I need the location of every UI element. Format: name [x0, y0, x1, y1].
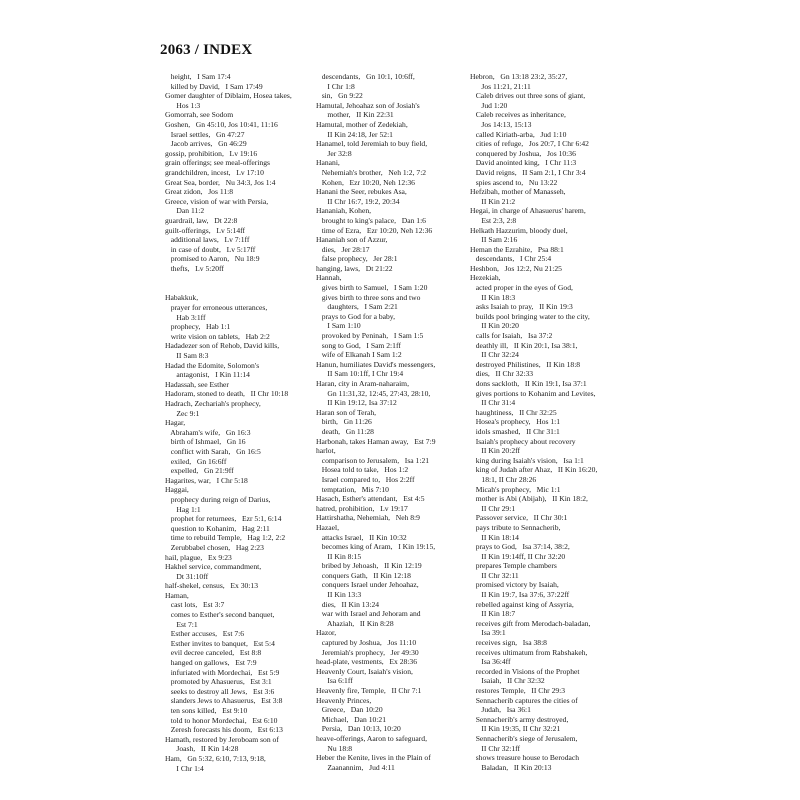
index-entry: Nehemiah's brother, Neh 1:2, 7:2 [316, 167, 427, 177]
index-column-1 [165, 72, 315, 773]
index-entry: head-plate, vestments, Ex 28:36 [316, 657, 418, 667]
index-entry: prays to God, Isa 37:14, 38:2, [470, 542, 570, 552]
index-entry: Esther accuses, Est 7:6 [165, 629, 245, 639]
index-entry: II Chr 31:4 [470, 398, 516, 408]
index-entry: height, I Sam 17:4 [165, 72, 231, 81]
index-entry: seeks to destroy all Jews, Est 3:6 [165, 686, 275, 696]
index-entry: hail, plague, Ex 9:23 [165, 552, 232, 562]
index-entry: Zaanannim, Jud 4:11 [316, 762, 395, 772]
index-entry: time to rebuild Temple, Hag 1:2, 2:2 [165, 533, 286, 543]
index-entry: prophecy, Hab 1:1 [165, 322, 231, 332]
index-entry: conquers Israel under Jehoahaz, [316, 580, 419, 590]
index-entry: 18:1, II Chr 28:26 [470, 474, 537, 484]
index-entry: Hadadezer son of Rehob, David kills, [165, 341, 280, 351]
index-entry: II Chr 32:24 [470, 350, 519, 360]
index-entry: Kohen, Ezr 10:20, Neh 12:36 [316, 177, 415, 187]
index-entry: comparison to Jerusalem, Isa 1:21 [316, 455, 430, 465]
index-entry: bribed by Jehoash, II Kin 12:19 [316, 561, 422, 571]
index-entry: Heavenly Princes, [316, 695, 372, 705]
index-entry: song to God, I Sam 2:1ff [316, 340, 401, 350]
index-entry: restores Temple, II Chr 29:3 [470, 686, 566, 695]
index-entry: slanders Jews to Ahasuerus, Est 3:8 [165, 696, 283, 706]
index-entry: Dt 31:10ff [165, 571, 209, 581]
index-entry: Esther invites to banquet, Est 5:4 [165, 638, 275, 648]
index-entry: war with Israel and Jehoram and [316, 609, 421, 619]
index-entry: Goshen, Gn 45:10, Jos 10:41, 11:16 [165, 119, 278, 129]
index-entry: Hagar, [165, 418, 186, 428]
index-entry: Michael, Dan 10:21 [316, 714, 387, 724]
index-entry: guardrail, law, Dt 22:8 [165, 215, 238, 225]
index-entry: Jos 14:13, 15:13 [470, 119, 532, 129]
index-entry: prophet for returnees, Ezr 5:1, 6:14 [165, 514, 282, 524]
index-entry: Zeresh forecasts his doom, Est 6:13 [165, 725, 283, 735]
index-entry: Hananiah, Kohen, [316, 206, 372, 216]
index-entry: Hanamel, told Jeremiah to buy field, [316, 139, 428, 149]
index-entry: Habakkuk, [165, 293, 199, 303]
index-entry: Judah, Isa 36:1 [470, 705, 531, 715]
index-entry: Persia, Dan 10:13, 10:20 [316, 724, 401, 734]
index-entry: prayer for erroneous utterances, [165, 303, 268, 313]
index-entry: daughters, I Sam 2:21 [316, 302, 398, 312]
index-entry: Hazael, [316, 522, 339, 532]
index-entry: deathly ill, II Kin 20:1, Isa 38:1, [470, 340, 578, 350]
index-entry: Hegai, in charge of Ahasuerus' harem, [470, 206, 586, 216]
index-entry: prepares Temple chambers [470, 561, 557, 571]
index-entry: II Kin 24:18, Jer 52:1 [316, 129, 393, 139]
index-entry: Ham, Gn 5:32, 6:10, 7:13, 9:18, [165, 753, 266, 763]
index-entry: Passover service, II Chr 30:1 [470, 513, 568, 523]
index-entry: gives birth to Samuel, I Sam 1:20 [316, 283, 428, 293]
index-entry: grandchildren, incest, Lv 17:10 [165, 167, 264, 177]
index-entry: II Sam 8:3 [165, 351, 209, 361]
index-entry: Heavenly fire, Temple, II Chr 7:1 [316, 686, 422, 695]
index-entry: conquers Gath, II Kin 12:18 [316, 570, 411, 580]
index-entry: Isa 39:1 [470, 628, 506, 638]
index-entry: Hadrach, Zechariah's prophecy, [165, 399, 261, 408]
index-entry: Nu 18:8 [316, 743, 353, 753]
index-entry: grain offerings; see meal-offerings [165, 158, 270, 168]
index-entry: Haman, [165, 590, 189, 600]
index-entry: Hefzibah, mother of Manasseh, [470, 187, 566, 197]
index-entry: time of Ezra, Ezr 10:20, Neh 12:36 [316, 225, 433, 235]
index-entry: Heavenly Court, Isaiah's vision, [316, 666, 413, 676]
index-entry: II Chr 29:1 [470, 503, 516, 513]
index-entry: Israel settles, Gn 47:27 [165, 129, 245, 139]
index-column-3 [470, 72, 620, 772]
index-entry: dies, II Chr 32:33 [470, 369, 534, 379]
index-entry: II Chr 32:1ff [470, 743, 521, 753]
index-entry: Caleb drives out three sons of giant, [470, 91, 586, 101]
index-entry: Baladan, II Kin 20:13 [470, 762, 552, 772]
index-entry: Hadoram, stoned to death, II Chr 10:18 [165, 389, 289, 399]
index-entry: write vision on tablets, Hab 2:2 [165, 331, 270, 341]
index-entry: I Chr 1:8 [316, 81, 355, 91]
index-entry: additional laws, Lv 7:1ff [165, 235, 250, 245]
index-entry: II Sam 10:1ff, I Chr 19:4 [316, 369, 404, 379]
index-entry: Hasach, Esther's attendant, Est 4:5 [316, 494, 425, 504]
index-entry: Isaiah, II Chr 32:32 [470, 676, 545, 686]
index-entry: king of Judah after Ahaz, II Kin 16:20, [470, 465, 598, 475]
index-entry: Dan 11:2 [165, 206, 205, 216]
index-column-2 [316, 72, 466, 772]
index-entry: wife of Elkanah I Sam 1:2 [316, 350, 402, 360]
index-entry: II Kin 19:14ff, II Chr 32:20 [470, 551, 566, 561]
index-entry: birth of Ishmael, Gn 16 [165, 437, 246, 447]
index-entry: Sennacherib captures the cities of [470, 695, 578, 705]
index-entry: Haggai, [165, 485, 189, 495]
index-entry: dies, Jer 28:17 [316, 244, 370, 254]
index-entry: Sennacherib's siege of Jerusalem, [470, 733, 578, 743]
index-entry: Gomorrah, see Sodom [165, 110, 234, 120]
index-entry: Joash, II Kin 14:28 [165, 744, 239, 754]
index-entry: Hezekiah, [470, 273, 501, 283]
index-entry: ten sons killed, Est 9:10 [165, 706, 248, 715]
index-entry: I Chr 1:4 [165, 763, 204, 773]
index-entry: Harbonah, takes Haman away, Est 7:9 [316, 436, 436, 446]
index-entry: Great zidon, Jos 11:8 [165, 187, 234, 197]
index-entry: dies, II Kin 13:24 [316, 599, 380, 609]
index-entry: prophecy during reign of Darius, [165, 494, 271, 504]
index-entry: Jer 32:8 [316, 148, 352, 158]
index-entry: haughtiness, II Chr 32:25 [470, 407, 557, 417]
index-entry: II Kin 21:2 [470, 196, 516, 206]
index-entry: Gn 11:31,32, 12:45, 27:43, 28:10, [316, 388, 431, 398]
index-entry: Hanani, [316, 158, 340, 168]
index-entry: Helkath Hazzurim, bloody duel, [470, 225, 568, 235]
index-entry: builds pool bringing water to the city, [470, 311, 590, 321]
index-entry: told to honor Mordechai, Est 6:10 [165, 715, 278, 725]
index-entry: Hanani the Seer, rebukes Asa, [316, 187, 407, 197]
index-entry: promised victory by Isaiah, [470, 580, 559, 590]
index-entry: comes to Esther's second banquet, [165, 610, 275, 620]
index-entry: gives portions to Kohanim and Levites, [470, 388, 596, 398]
index-entry: false prophecy, Jer 28:1 [316, 254, 398, 264]
index-entry: thefts, Lv 5:20ff [165, 263, 224, 273]
index-entry: Great Sea, border, Nu 34:3, Jos 1:4 [165, 177, 276, 187]
index-entry: Est 2:3, 2:8 [470, 215, 517, 225]
index-entry: Hebron, Gn 13:18 23:2, 35:27, [470, 72, 568, 81]
index-entry: idols smashed, II Chr 31:1 [470, 426, 560, 436]
index-entry: calls for Isaiah, Isa 37:2 [470, 331, 553, 341]
index-entry: Hag 1:1 [165, 504, 201, 514]
index-entry: in case of doubt, Lv 5:17ff [165, 244, 256, 254]
index-entry: descendants, I Chr 25:4 [470, 254, 552, 264]
index-entry: Hosea told to take, Hos 1:2 [316, 465, 409, 475]
index-entry: II Sam 2:16 [470, 235, 518, 245]
index-entry: Hannah, [316, 273, 342, 283]
index-entry: destroyed Philistines, II Kin 18:8 [470, 359, 581, 369]
index-entry: Isa 36:4ff [470, 657, 511, 667]
index-entry: Hazor, [316, 628, 337, 638]
index-entry: Jud 1:20 [470, 100, 508, 110]
index-entry: Hosea's prophecy, Hos 1:1 [470, 417, 561, 427]
index-entry: II Chr 32:11 [470, 570, 519, 580]
index-entry: sin, Gn 9:22 [316, 91, 363, 101]
index-entry: Sennacherib's army destroyed, [470, 714, 569, 724]
index-entry: promised to Aaron, Nu 18:9 [165, 254, 260, 264]
index-entry: hanging, laws, Dt 21:22 [316, 263, 393, 273]
index-entry: attacks Israel, II Kin 10:32 [316, 532, 407, 542]
index-entry: conquered by Joshua, Jos 10:36 [470, 148, 576, 158]
index-entry: Hamutal, Jehoahaz son of Josiah's [316, 100, 420, 110]
index-entry: Abraham's wife, Gn 16:3 [165, 427, 251, 437]
index-entry: Greece, vision of war with Persia, [165, 196, 269, 206]
index-entry: mother, II Kin 22:31 [316, 110, 394, 120]
index-entry: descendants, Gn 10:1, 10:6ff, [316, 72, 415, 81]
index-entry: Hamath, restored by Jeroboam son of [165, 734, 279, 744]
index-entry: asks Isaiah to pray, II Kin 19:3 [470, 302, 573, 312]
index-entry: Hab 3:1ff [165, 312, 206, 322]
index-entry: Hamutal, mother of Zedekiah, [316, 119, 408, 129]
index-entry: Heman the Ezrahite, Psa 88:1 [470, 244, 564, 254]
index-entry: cast lots, Est 3:7 [165, 600, 225, 610]
index-entry: recorded in Visions of the Prophet [470, 666, 580, 676]
index-entry: I Sam 1:10 [316, 321, 361, 331]
index-entry: king during Isaiah's vision, Isa 1:1 [470, 455, 584, 465]
index-entry: Zerubbabel chosen, Hag 2:23 [165, 542, 264, 552]
index-entry: half-shekel, census, Ex 30:13 [165, 581, 259, 591]
index-entry: Hadassah, see Esther [165, 379, 229, 389]
index-entry: Gomer daughter of Diblaim, Hosea takes, [165, 91, 292, 101]
index-entry: cities of refuge, Jos 20:7, I Chr 6:42 [470, 139, 589, 149]
index-entry: Ahaziah, II Kin 8:28 [316, 618, 394, 628]
index-entry: Hananiah son of Azzur, [316, 235, 388, 245]
index-entry: II Kin 20:20 [470, 321, 519, 331]
index-entry: II Kin 19:35, II Chr 32:21 [470, 724, 561, 734]
index-entry: heave-offerings, Aaron to safeguard, [316, 733, 427, 743]
index-entry: II Kin 18:14 [470, 532, 519, 542]
index-entry: Jacob arrives, Gn 46:29 [165, 139, 247, 149]
index-entry: Israel compared to, Hos 2:2ff [316, 474, 415, 484]
index-entry: hanged on gallows, Est 7:9 [165, 658, 257, 668]
index-entry: spies ascend to, Nu 13:22 [470, 177, 558, 187]
index-entry: dons sackloth, II Kin 19:1, Isa 37:1 [470, 379, 587, 388]
index-entry: infuriated with Mordechai, Est 5:9 [165, 667, 280, 677]
index-entry: II Chr 16:7, 19:2, 20:34 [316, 196, 400, 206]
index-entry: birth, Gn 11:26 [316, 417, 372, 427]
index-entry: conflict with Sarah, Gn 16:5 [165, 446, 261, 456]
index-entry: Jeremiah's prophecy, Jer 49:30 [316, 647, 419, 657]
index-entry: Hanun, humiliates David's messengers, [316, 359, 436, 369]
index-entry: brought to king's palace, Dan 1:6 [316, 215, 426, 225]
index-entry: Est 7:1 [165, 619, 198, 629]
index-entry: antagonist, I Kin 11:14 [165, 370, 250, 380]
index-entry: harlot, [316, 446, 336, 456]
index-entry: Isaiah's prophecy about recovery [470, 436, 576, 446]
index-entry: Heshbon, Jos 12:2, Nu 21:25 [470, 263, 562, 273]
index-entry: II Kin 13:3 [316, 590, 362, 600]
page-title: 2063 / INDEX [160, 42, 253, 58]
index-entry: question to Kohanim, Hag 2:11 [165, 523, 270, 533]
index-entry [165, 273, 315, 283]
index-entry: receives gift from Merodach-baladan, [470, 618, 591, 628]
index-entry: Hadad the Edomite, Solomon's [165, 360, 260, 370]
index-entry: prays to God for a baby, [316, 311, 396, 321]
index-entry: acted proper in the eyes of God, [470, 283, 573, 293]
index-entry: temptation, Mis 7:10 [316, 484, 389, 494]
index-entry: Jos 11:21, 21:11 [470, 81, 531, 91]
index-entry: Hagarites, war, I Chr 5:18 [165, 475, 248, 485]
index-entry: David reigns, II Sam 2:1, I Chr 3:4 [470, 167, 586, 177]
index-entry: becomes king of Aram, I Kin 19:15, [316, 542, 436, 552]
index-entry: Heber the Kenite, lives in the Plain of [316, 753, 431, 763]
index-entry: called Kiriath-arba, Jud 1:10 [470, 129, 567, 139]
index-entry: exiled, Gn 16:6ff [165, 456, 227, 466]
index-entry: captured by Joshua, Jos 11:10 [316, 638, 417, 648]
index-entry: rebelled against king of Assyria, [470, 599, 574, 609]
index-entry: II Kin 20:2ff [470, 446, 521, 456]
index-entry: gossip, prohibition, Lv 19:16 [165, 148, 258, 158]
index-entry: guilt-offerings, Lv 5:14ff [165, 225, 246, 235]
index-entry: pays tribute to Sennacherib, [470, 522, 561, 532]
index-entry: death, Gn 11:28 [316, 426, 374, 436]
index-entry: II Kin 18:7 [470, 609, 516, 619]
index-entry: Micah's prophecy, Mic 1:1 [470, 484, 561, 494]
index-entry: David anointed king, I Chr 11:3 [470, 158, 577, 168]
index-entry: Hakhel service, commandment, [165, 562, 262, 572]
index-entry: Haran son of Terah, [316, 407, 377, 417]
index-entry: hatred, prohibition, Lv 19:17 [316, 503, 408, 513]
index-entry: provoked by Peninah, I Sam 1:5 [316, 331, 424, 341]
index-entry: evil decree canceled, Est 8:8 [165, 648, 262, 658]
index-entry: Hos 1:3 [165, 100, 201, 110]
index-entry: Haran, city in Aram-naharaim, [316, 379, 409, 388]
index-entry [165, 283, 315, 293]
index-entry: shows treasure house to Berodach [470, 753, 580, 763]
index-entry: Caleb receives as inheritance, [470, 110, 566, 120]
index-entry: II Kin 18:3 [470, 292, 516, 302]
index-entry: mother is Abi (Abijah), II Kin 18:2, [470, 494, 588, 504]
index-entry: Greece, Dan 10:20 [316, 705, 383, 715]
index-entry: Hattirshatha, Nehemiah, Neh 8:9 [316, 513, 420, 523]
index-entry: receives sign, Isa 38:8 [470, 638, 547, 648]
index-entry: promoted by Ahasuerus, Est 3:1 [165, 677, 272, 687]
index-entry: receives ultimatum from Rabshakeh, [470, 647, 588, 657]
index-entry: II Kin 8:15 [316, 551, 362, 561]
index-entry: Isa 6:1ff [316, 676, 353, 686]
index-entry: II Kin 19:7, Isa 37:6, 37:22ff [470, 590, 570, 600]
index-entry: II Kin 19:12, Isa 37:12 [316, 398, 397, 408]
index-entry: Zec 9:1 [165, 408, 200, 418]
index-entry: gives birth to three sons and two [316, 292, 421, 302]
index-entry: expelled, Gn 21:9ff [165, 466, 234, 476]
index-entry: killed by David, I Sam 17:49 [165, 81, 263, 91]
